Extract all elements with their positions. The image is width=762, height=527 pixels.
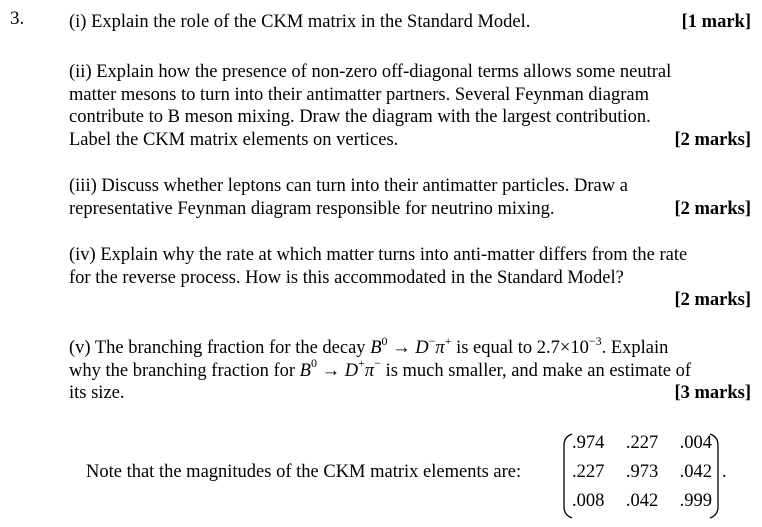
matrix-cell: .227 <box>625 433 659 453</box>
part-iii <box>69 175 751 220</box>
part-i-marks: [1 mark] <box>681 12 751 32</box>
decay1-initial: B <box>370 338 382 358</box>
matrix-row-1 <box>572 433 712 454</box>
matrix-cell: .227 <box>572 462 605 482</box>
question-number: 3. <box>10 8 25 29</box>
decay2-product-2-sup: − <box>374 356 381 371</box>
decay2-initial-sup: 0 <box>310 356 317 371</box>
matrix-cell: .042 <box>625 491 659 511</box>
part-iii-line-1: (iii) Discuss whether leptons can turn into their antimatter particles. Draw a <box>69 176 628 196</box>
matrix-row-2 <box>572 462 712 483</box>
matrix-cell: .999 <box>679 491 712 511</box>
part-v <box>69 333 751 405</box>
part-iii-row <box>69 198 751 221</box>
part-iv-line-1: (iv) Explain why the rate at which matter turns into anti-matter differs from the rate <box>69 245 688 265</box>
decay1-product-2: π <box>435 338 445 358</box>
part-i-row <box>69 11 751 34</box>
left-bracket <box>564 434 572 518</box>
decay1-product-2-sup: + <box>444 333 452 348</box>
part-iii-marks: [2 marks] <box>674 198 751 219</box>
part-v-row <box>69 382 751 405</box>
part-ii-line-3: contribute to B meson mixing. Draw the diagram with the largest contribution. <box>69 107 651 127</box>
decay2-initial: B <box>299 360 311 381</box>
matrix-cell: .973 <box>625 462 659 482</box>
decay1-product-1: D <box>415 338 429 358</box>
part-v-line-1 <box>69 333 751 360</box>
part-ii-marks: [2 marks] <box>674 129 751 150</box>
part-v-line-1-c: . Explain <box>601 338 669 358</box>
ckm-note: Note that the magnitudes of the CKM matrix elements are: <box>86 462 522 482</box>
part-ii <box>69 61 751 151</box>
part-v-marks: [3 marks] <box>674 383 751 403</box>
decay2-product-2: π <box>364 360 375 381</box>
matrix-cell: .008 <box>572 491 605 511</box>
part-v-line-3: its size. <box>69 383 125 403</box>
matrix-cell: .004 <box>679 433 712 453</box>
decay2-product-1-sup: + <box>358 356 365 371</box>
part-v-line-1-a: (v) The branching fraction for the decay <box>69 338 371 358</box>
decay2-product-1: D <box>344 360 359 381</box>
matrix-trailing-period: . <box>722 462 727 482</box>
part-i-text: (i) Explain the role of the CKM matrix in the Standard Model. <box>69 12 531 32</box>
part-v-exponent: −3 <box>588 333 602 348</box>
part-v-line-2 <box>69 356 751 383</box>
part-v-line-2-a: why the branching fraction for <box>69 360 300 381</box>
part-v-line-2-b: is much smaller, and make an estimate of <box>380 360 692 381</box>
matrix-row-3 <box>572 491 712 512</box>
part-ii-line-1: (ii) Explain how the presence of non-zero off-diagonal terms allows some neutral <box>69 62 672 82</box>
part-iv-line-2: for the reverse process. How is this accommodated in the Standard Model? <box>69 267 624 288</box>
part-ii-line-2: matter mesons to turn into their antimatter partners. Several Feynman diagram <box>69 84 650 105</box>
part-iv <box>69 244 751 312</box>
ckm-matrix <box>562 431 720 521</box>
part-ii-line-4: Label the CKM matrix elements on vertices. <box>69 129 399 150</box>
matrix-cell: .974 <box>572 433 605 453</box>
decay1-initial-sup: 0 <box>381 333 388 348</box>
decay1-product-1-sup: − <box>428 333 436 348</box>
part-i <box>69 11 751 34</box>
decay1-arrow: → <box>387 338 416 358</box>
part-iii-line-2: representative Feynman diagram responsible for neutrino mixing. <box>69 198 555 219</box>
matrix-cell: .042 <box>679 462 712 482</box>
part-v-line-1-b: is equal to 2.7×10 <box>451 338 589 358</box>
decay2-arrow: → <box>316 360 345 381</box>
part-ii-row <box>69 129 751 152</box>
part-iv-marks: [2 marks] <box>674 290 751 310</box>
